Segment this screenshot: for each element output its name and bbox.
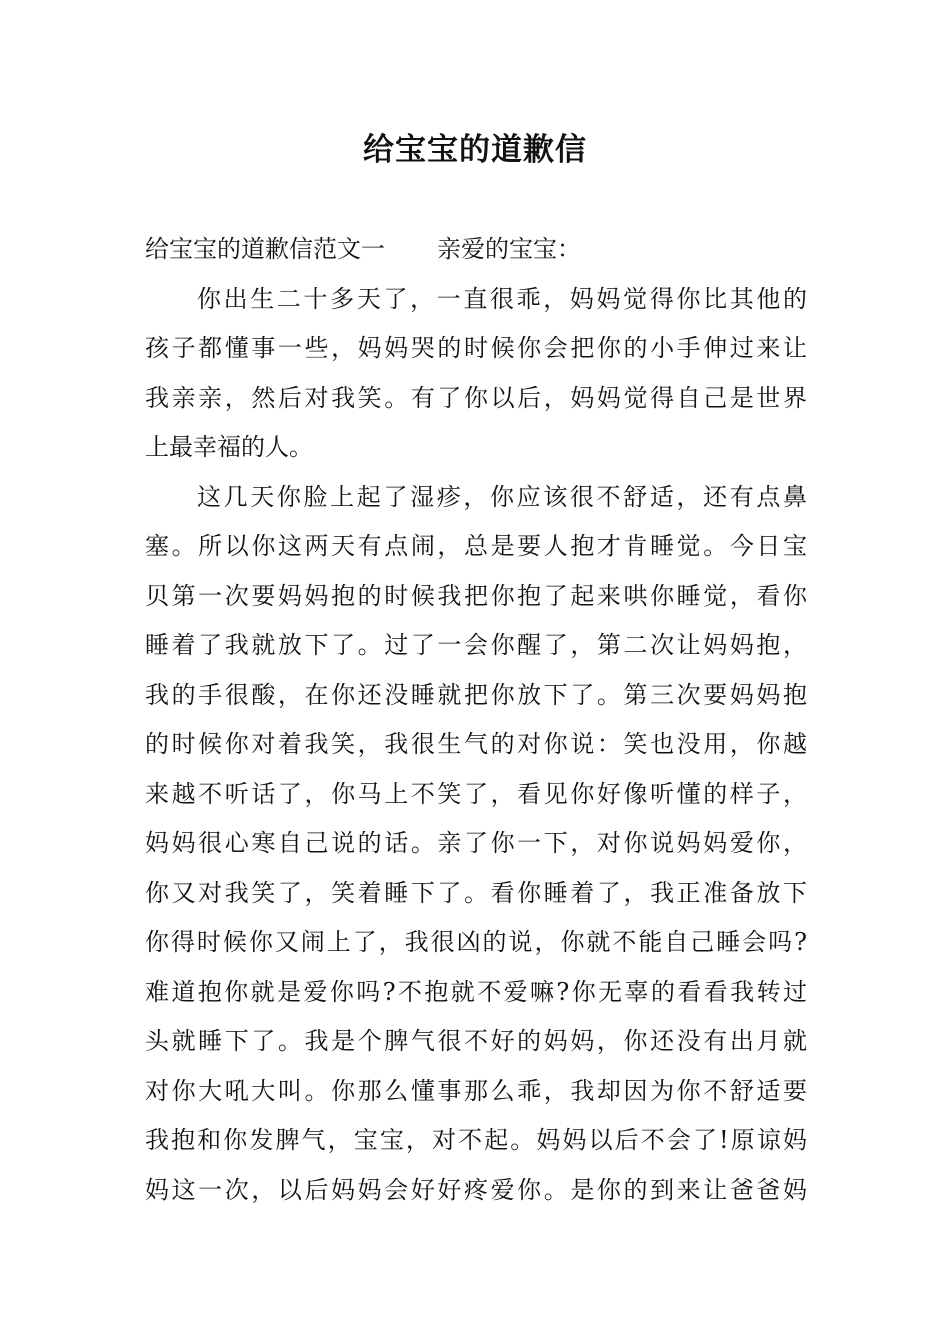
text-line: 妈妈很心寒自己说的话。亲了你一下，对你说妈妈爱你， <box>145 829 807 857</box>
document-body <box>145 225 807 1215</box>
text-line: 孩子都懂事一些，妈妈哭的时候你会把你的小手伸过来让 <box>145 334 807 362</box>
salutation: 亲爱的宝宝： <box>437 235 581 263</box>
letter-heading <box>145 225 807 275</box>
text-line: 我抱和你发脾气，宝宝，对不起。妈妈以后不会了!原谅妈 <box>145 1126 807 1154</box>
text-line: 头就睡下了。我是个脾气很不好的妈妈，你还没有出月就 <box>145 1027 807 1055</box>
text-line: 妈这一次，以后妈妈会好好疼爱你。是你的到来让爸爸妈 <box>145 1175 807 1204</box>
text-line: 贝第一次要妈妈抱的时候我把你抱了起来哄你睡觉，看你 <box>145 581 807 610</box>
text-line: 你得时候你又闹上了，我很凶的说，你就不能自己睡会吗? <box>145 928 807 956</box>
text-line: 你出生二十多天了，一直很乖，妈妈觉得你比其他的 <box>197 284 807 313</box>
text-line: 对你大吼大叫。你那么懂事那么乖，我却因为你不舒适要 <box>145 1076 807 1105</box>
text-line: 你又对我笑了，笑着睡下了。看你睡着了，我正准备放下 <box>145 878 807 907</box>
text-line: 塞。所以你这两天有点闹，总是要人抱才肯睡觉。今日宝 <box>145 532 807 560</box>
paragraph-1 <box>145 275 807 473</box>
heading-subtitle: 给宝宝的道歉信范文一 <box>145 235 385 263</box>
text-line: 来越不听话了，你马上不笑了，看见你好像听懂的样子， <box>145 779 807 808</box>
text-line: 我的手很酸，在你还没睡就把你放下了。第三次要妈妈抱 <box>145 680 807 709</box>
paragraph-2 <box>145 473 807 1216</box>
text-line: 上最幸福的人。 <box>145 433 313 461</box>
page-title: 给宝宝的道歉信 <box>363 132 587 168</box>
text-line: 睡着了我就放下了。过了一会你醒了，第二次让妈妈抱， <box>145 631 807 659</box>
text-line: 的时候你对着我笑，我很生气的对你说：笑也没用，你越 <box>145 730 807 758</box>
text-line: 难道抱你就是爱你吗?不抱就不爱嘛?你无辜的看看我转过 <box>145 977 807 1006</box>
text-line: 这几天你脸上起了湿疹，你应该很不舒适，还有点鼻 <box>197 482 807 511</box>
text-line: 我亲亲，然后对我笑。有了你以后，妈妈觉得自己是世界 <box>145 383 807 412</box>
